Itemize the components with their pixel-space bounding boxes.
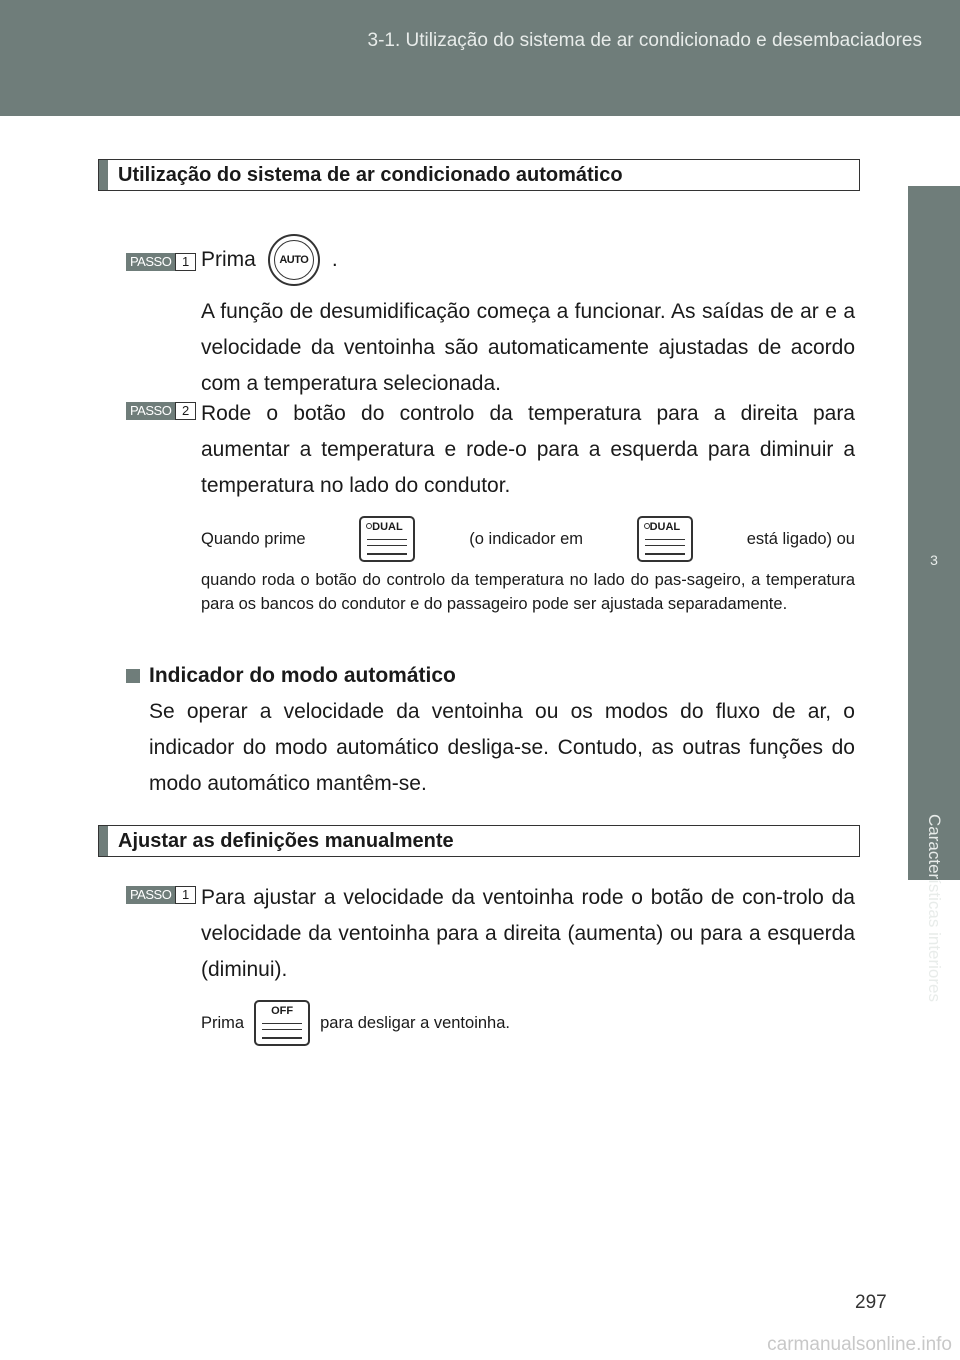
bullet-heading (126, 664, 456, 688)
off-button-icon (254, 1000, 310, 1046)
chapter-side-tab (908, 186, 960, 1003)
step-label: PASSO (126, 402, 175, 420)
bullet-text: Se operar a velocidade da ventoinha ou os modos do fluxo de ar, o indicador do modo automático desliga-se. Contudo, as outras funções do modo automático mantêm-se. (149, 700, 855, 795)
off-button-label: OFF (271, 1005, 294, 1017)
dual-note-part3: está ligado) ou (746, 529, 855, 548)
chapter-number: 3 (930, 552, 938, 568)
step-marker (126, 253, 196, 271)
step-number: 1 (175, 253, 196, 271)
section-heading-auto (98, 159, 860, 191)
step-label: PASSO (126, 886, 175, 904)
dual-indicator-icon (637, 516, 693, 562)
step2-description: Rode o botão do controlo da temperatura para a direita para aumentar a temperatura e rode-o para a esquerda para diminuir a temperatura no lado do condutor. (201, 402, 855, 497)
step-marker (126, 402, 196, 420)
page-number: 297 (855, 1292, 887, 1313)
off-note-prefix: Prima (201, 1013, 245, 1032)
section-bar (99, 160, 108, 190)
step1-suffix: . (331, 248, 338, 271)
dual-note-part1: Quando prime (201, 529, 306, 548)
square-bullet-icon (126, 669, 140, 683)
off-note-line (201, 1000, 510, 1046)
step-number: 2 (175, 402, 196, 420)
section-heading-manual (98, 825, 860, 857)
page-header (0, 0, 960, 116)
step1-prefix: Prima (201, 248, 256, 271)
chapter-label: Características interiores (925, 814, 944, 1003)
dual-button-label: DUAL (372, 521, 403, 533)
header-title: 3-1. Utilização do sistema de ar condicionado e desembaciadores (367, 30, 922, 51)
step1-instruction (201, 234, 338, 286)
dual-note-part2: (o indicador em (469, 529, 584, 548)
dual-note-rest: quando roda o botão do controlo da temperatura no lado do pas-sageiro, a temperatura para os bancos do condutor e do passageiro pode ser ajustada separadamente. (201, 571, 855, 613)
step3-description: Para ajustar a velocidade da ventoinha rode o botão de con-trolo da velocidade da ventoinha para a direita (aumenta) ou para a esquerda (diminui). (201, 886, 855, 981)
step-marker (126, 886, 196, 904)
auto-button-icon (268, 234, 320, 286)
step-number: 1 (175, 886, 196, 904)
section-title: Utilização do sistema de ar condicionado automático (118, 164, 623, 186)
watermark: carmanualsonline.info (767, 1334, 952, 1355)
dual-button-icon (359, 516, 415, 562)
step-label: PASSO (126, 253, 175, 271)
auto-button-label: AUTO (279, 254, 309, 266)
step1-description: A função de desumidificação começa a funcionar. As saídas de ar e a velocidade da ventoinha são automaticamente ajustadas de acordo com a temperatura selecionada. (201, 300, 855, 395)
bullet-title: Indicador do modo automático (149, 664, 456, 687)
dual-indicator-label: DUAL (649, 521, 681, 533)
off-note-suffix: para desligar a ventoinha. (320, 1013, 510, 1032)
dual-note-line (201, 516, 855, 562)
section-bar (99, 826, 108, 856)
section-title: Ajustar as definições manualmente (118, 830, 454, 852)
